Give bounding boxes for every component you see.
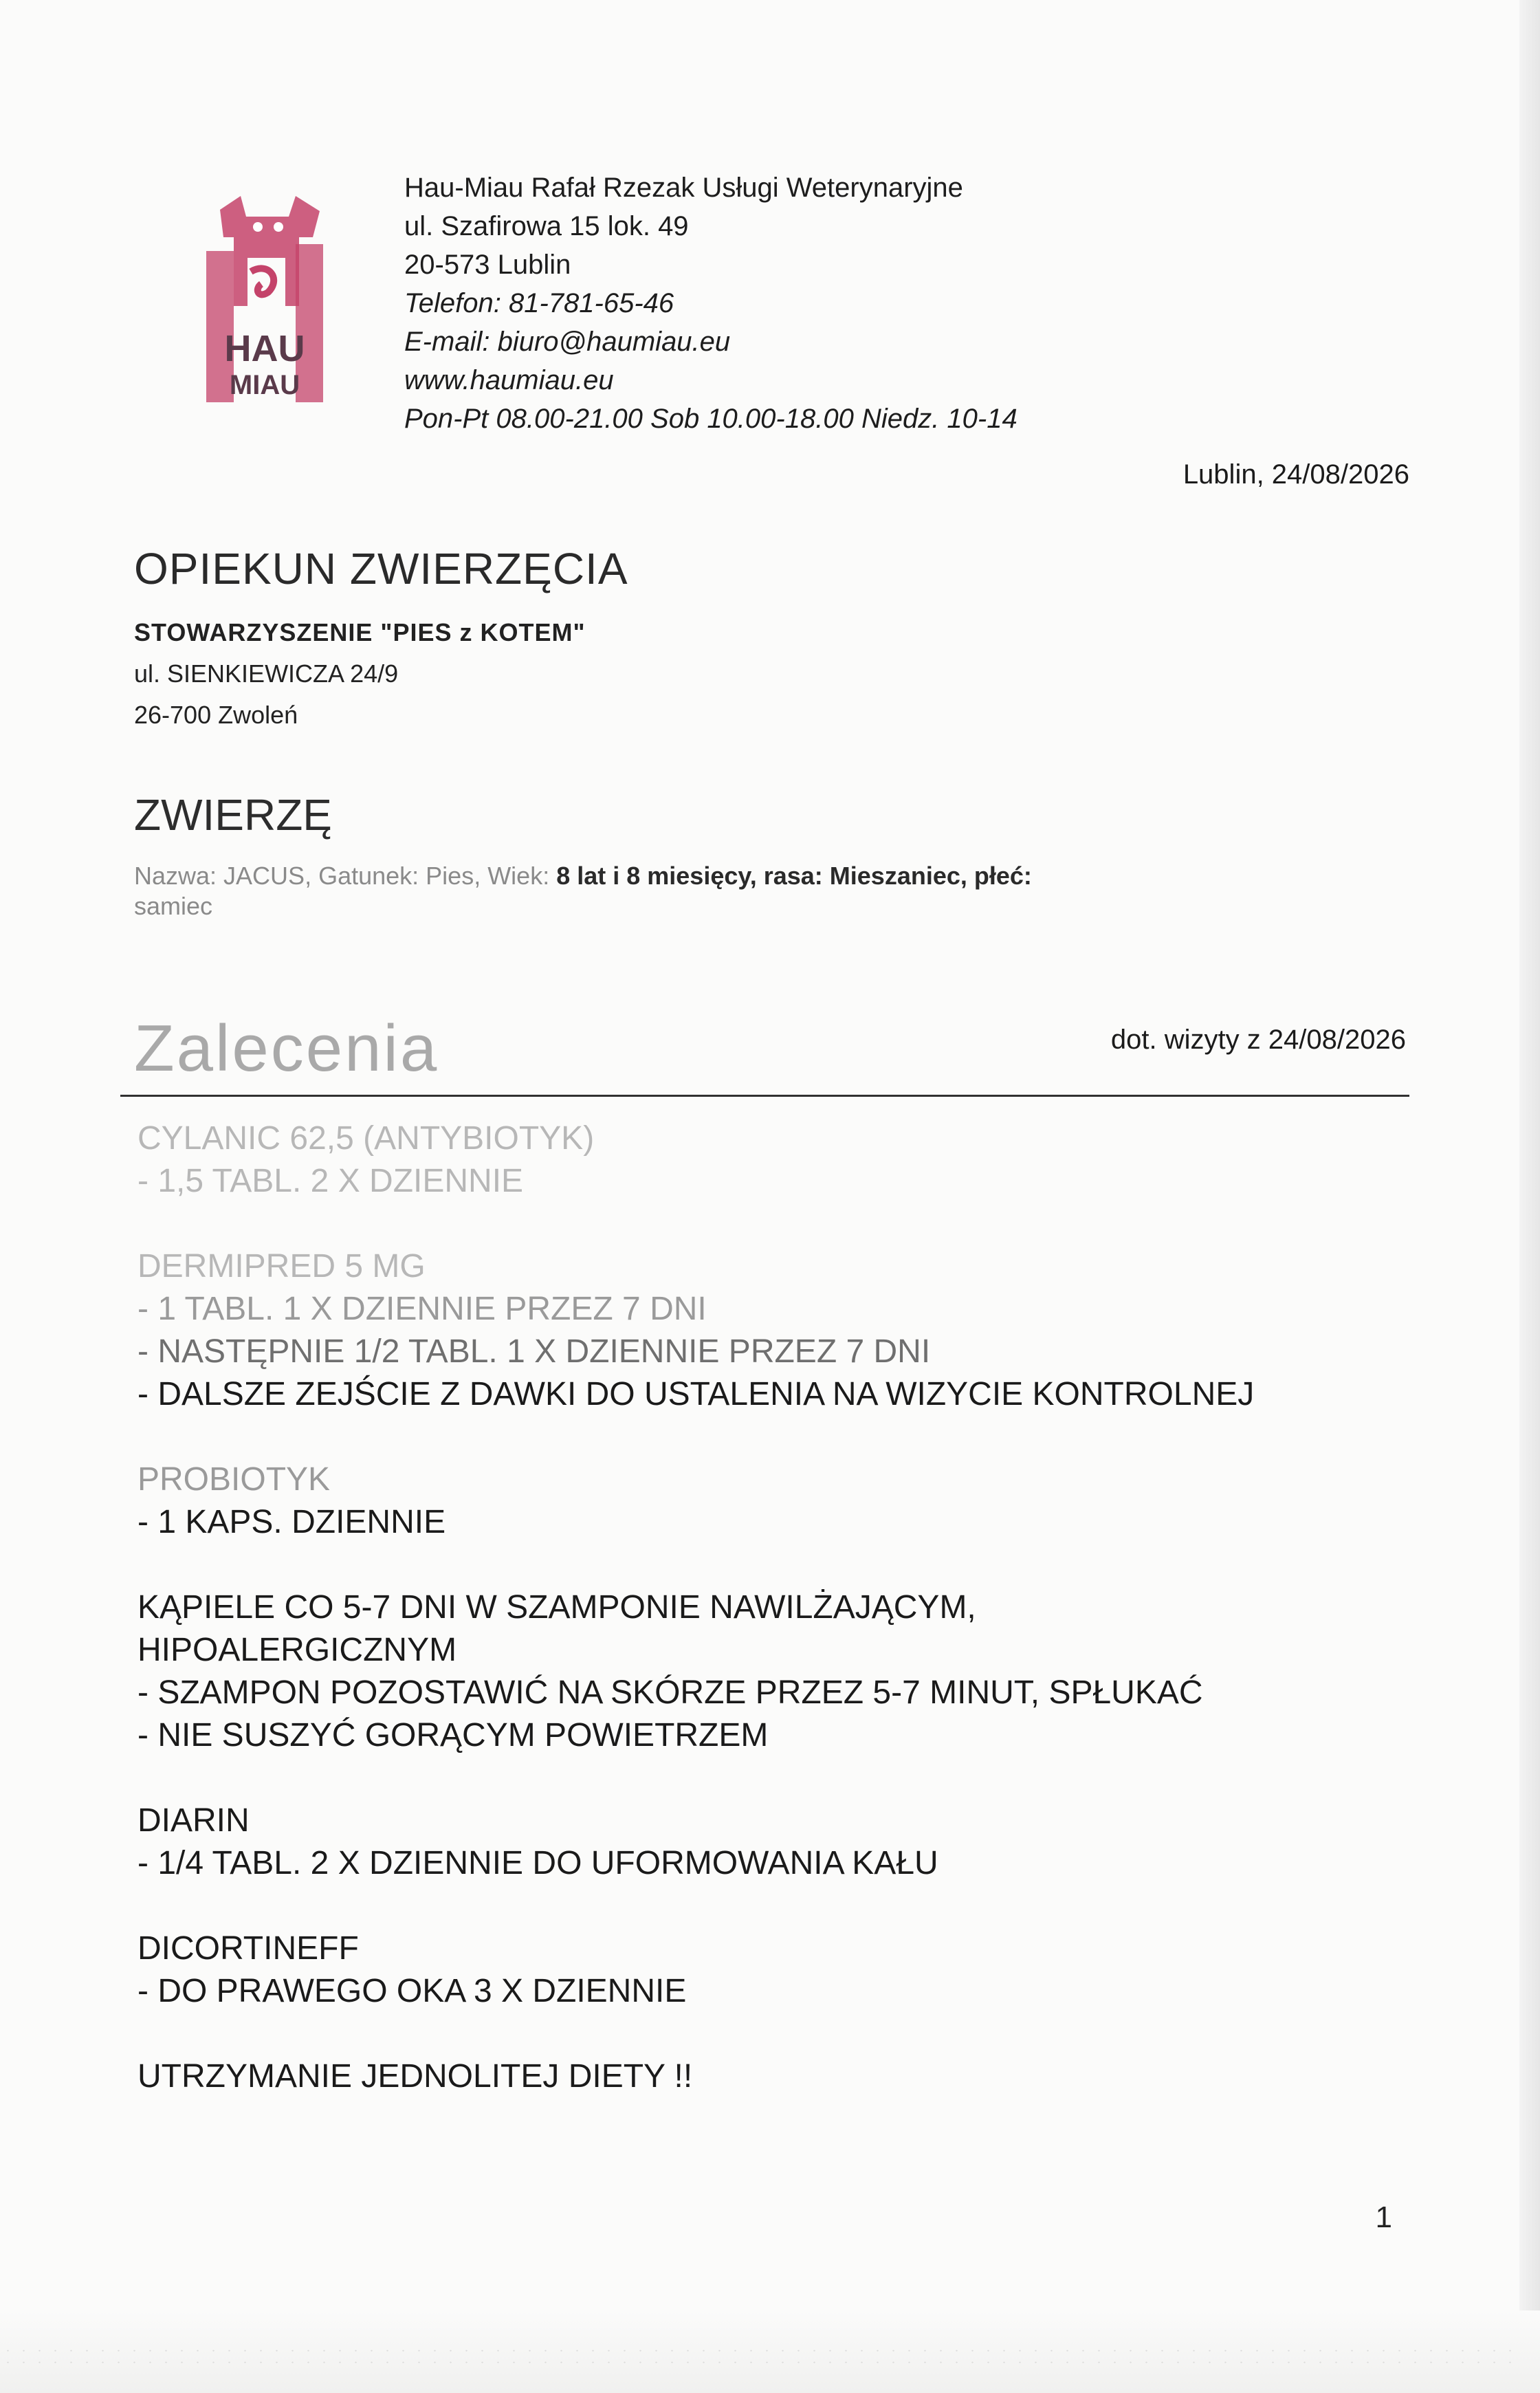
medication-name: DIARIN (138, 1802, 250, 1839)
animal-name-species-age: Nazwa: JACUS, Gatunek: Pies, Wiek: (134, 862, 557, 890)
clinic-header (404, 168, 1018, 438)
dosage-line: - DO PRAWEGO OKA 3 X DZIENNIE (138, 1973, 687, 2009)
diet-note: UTRZYMANIE JEDNOLITEJ DIETY !! (138, 2058, 693, 2095)
owner-street: ul. SIENKIEWICZA 24/9 (134, 659, 399, 688)
recommendation-line: - SZAMPON POZOSTAWIĆ NA SKÓRZE PRZEZ 5-7 MINUT, SPŁUKAĆ (138, 1674, 1203, 1711)
owner-details (134, 612, 586, 736)
recommendation-block (138, 1458, 1416, 1544)
medication-name: CYLANIC 62,5 (ANTYBIOTYK) (138, 1120, 595, 1157)
clinic-website: www.haumiau.eu (404, 365, 614, 395)
animal-details (134, 861, 1220, 921)
recommendation-line: KĄPIELE CO 5-7 DNI W SZAMPONIE NAWILŻAJĄCYM, (138, 1589, 976, 1626)
recommendation-block (138, 1117, 1416, 1203)
recommendation-block (138, 1927, 1416, 2013)
clinic-phone: Telefon: 81-781-65-46 (404, 288, 674, 318)
page-edge-shadow (1519, 0, 1540, 2393)
dosage-line: - 1 TABL. 1 X DZIENNIE PRZEZ 7 DNI (138, 1291, 707, 1327)
page-number: 1 (1375, 2200, 1392, 2234)
clinic-city: 20-573 Lublin (404, 250, 571, 280)
dosage-line: - 1 KAPS. DZIENNIE (138, 1504, 446, 1540)
visit-date: dot. wizyty z 24/08/2026 (1110, 1025, 1406, 1055)
section-divider (120, 1095, 1409, 1097)
recommendation-block (138, 1586, 1416, 1757)
clinic-street: ul. Szafirowa 15 lok. 49 (404, 211, 689, 241)
recommendation-block (138, 2055, 1416, 2098)
dosage-line: - 1,5 TABL. 2 X DZIENNIE (138, 1163, 524, 1199)
recommendation-block (138, 1245, 1416, 1416)
owner-name: STOWARZYSZENIE "PIES z KOTEM" (134, 618, 586, 646)
recommendation-block (138, 1800, 1416, 1885)
recommendation-line: HIPOALERGICZNYM (138, 1632, 457, 1668)
animal-sex: samiec (134, 892, 213, 920)
scan-noise (0, 2345, 1512, 2372)
medication-name: DERMIPRED 5 MG (138, 1248, 426, 1285)
recommendations-list (138, 1117, 1416, 2141)
dosage-line: - 1/4 TABL. 2 X DZIENNIE DO UFORMOWANIA KAŁU (138, 1845, 938, 1881)
clinic-hours: Pon-Pt 08.00-21.00 Sob 10.00-18.00 Niedz. 10-14 (404, 404, 1018, 434)
clinic-name: Hau-Miau Rafał Rzezak Usługi Weterynaryjne (404, 173, 963, 203)
owner-city: 26-700 Zwoleń (134, 701, 298, 729)
logo-text-hau: HAU (224, 328, 305, 369)
document-date: Lublin, 24/08/2026 (1182, 459, 1409, 490)
dosage-line: - DALSZE ZEJŚCIE Z DAWKI DO USTALENIA NA WIZYCIE KONTROLNEJ (138, 1376, 1255, 1412)
animal-heading: ZWIERZĘ (134, 790, 332, 840)
owner-heading: OPIEKUN ZWIERZĘCIA (134, 544, 628, 593)
hau-miau-logo (192, 196, 337, 409)
recommendations-heading: Zalecenia (134, 1012, 439, 1085)
animal-age-breed: 8 lat i 8 miesięcy, rasa: Mieszaniec, płeć: (556, 862, 1032, 890)
logo-text-miau: MIAU (229, 370, 300, 400)
dosage-line: - NASTĘPNIE 1/2 TABL. 1 X DZIENNIE PRZEZ 7 DNI (138, 1333, 931, 1370)
recommendation-line: - NIE SUSZYĆ GORĄCYM POWIETRZEM (138, 1717, 769, 1753)
medication-name: DICORTINEFF (138, 1930, 359, 1967)
medication-name: PROBIOTYK (138, 1461, 331, 1498)
clinic-email: E-mail: biuro@haumiau.eu (404, 327, 731, 357)
